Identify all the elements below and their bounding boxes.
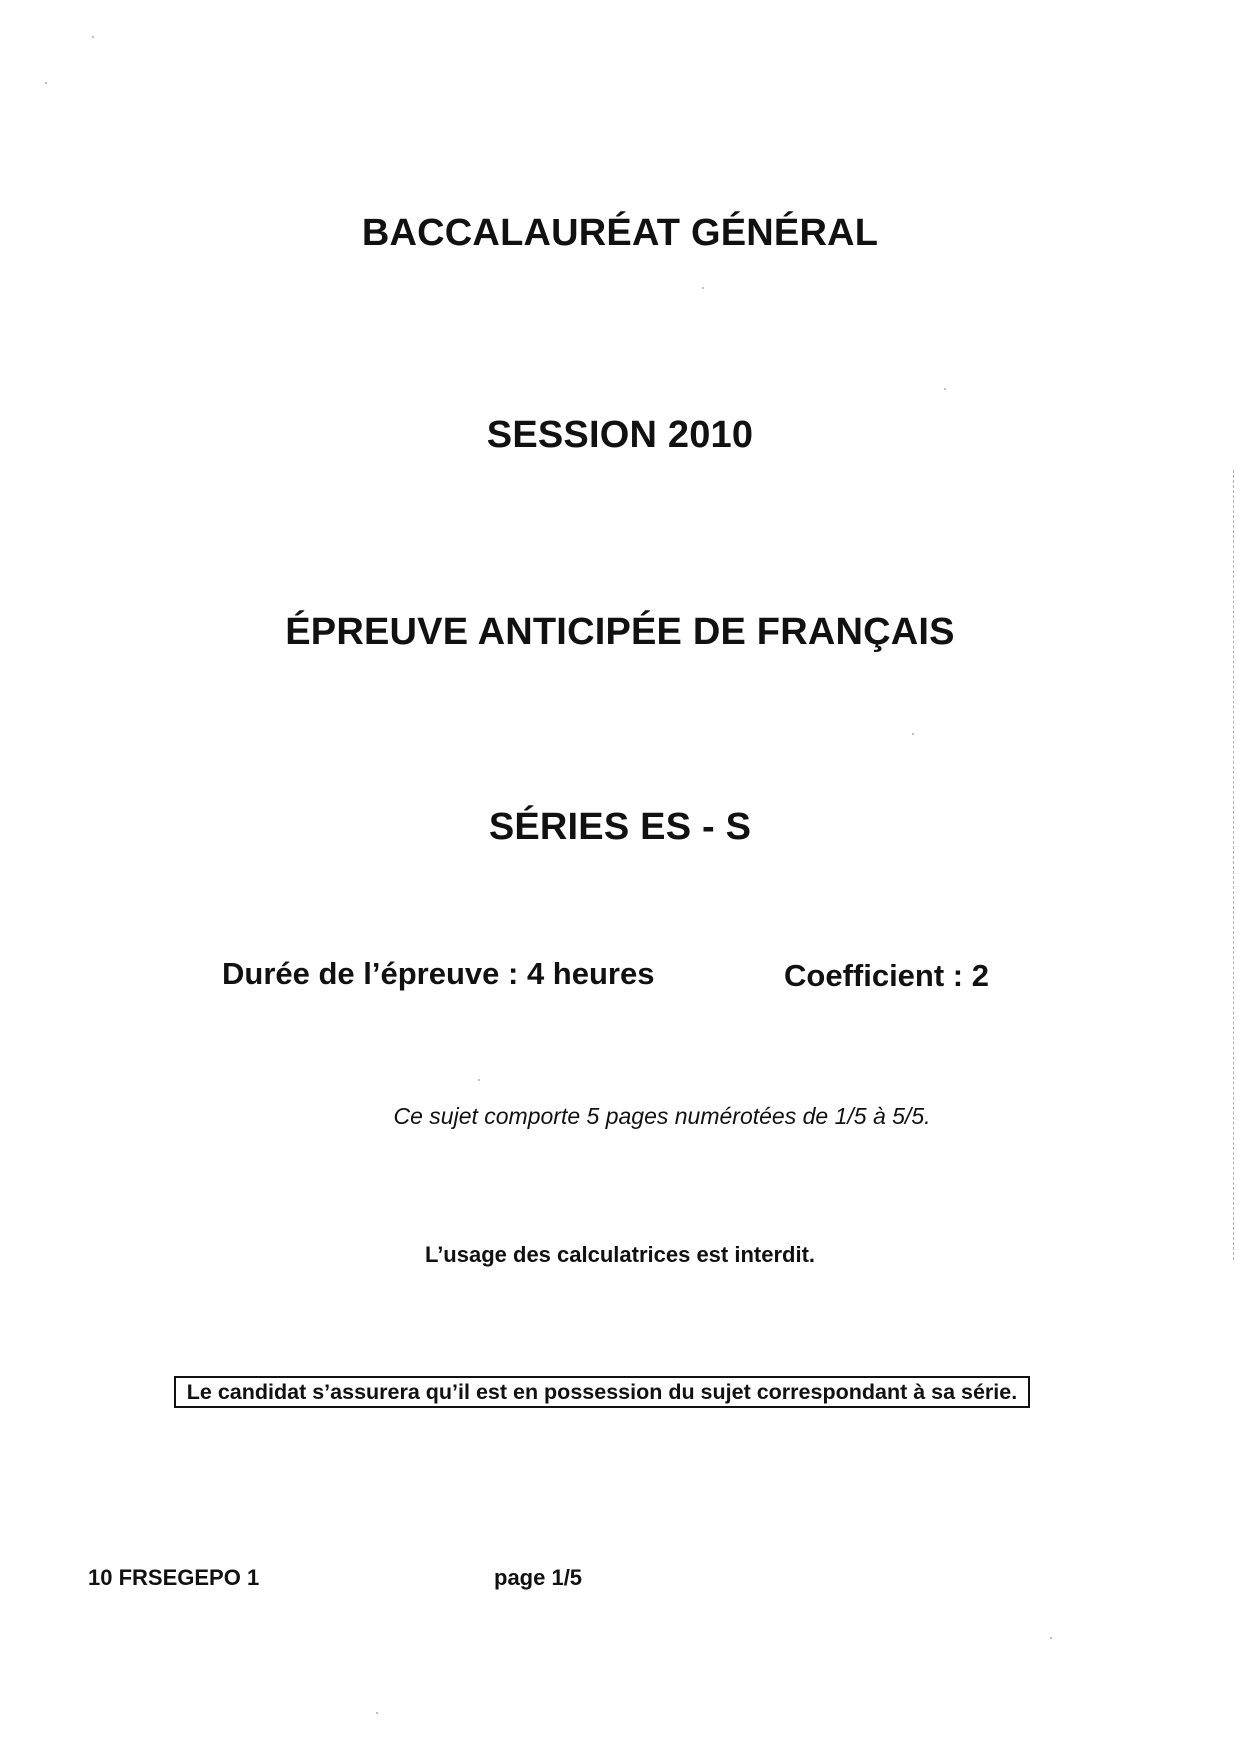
pages-note: Ce sujet comporte 5 pages numérotées de 1/5 à 5/5. bbox=[393, 1103, 931, 1129]
scan-speck bbox=[912, 733, 914, 735]
scan-speck bbox=[1050, 1637, 1052, 1639]
duration-label: Durée de l’épreuve : 4 heures bbox=[222, 956, 655, 991]
scan-speck bbox=[92, 36, 94, 38]
candidate-notice-box: Le candidat s’assurera qu’il est en possession du sujet correspondant à sa série. bbox=[174, 1376, 1030, 1408]
scan-speck bbox=[45, 82, 47, 84]
exam-title: BACCALAURÉAT GÉNÉRAL bbox=[361, 212, 879, 254]
scan-speck bbox=[478, 1079, 480, 1081]
series-heading: SÉRIES ES - S bbox=[488, 806, 752, 848]
calculator-note: L’usage des calculatrices est interdit. bbox=[424, 1242, 816, 1267]
scan-speck bbox=[702, 287, 704, 289]
scan-speck bbox=[944, 388, 946, 390]
coefficient-label: Coefficient : 2 bbox=[784, 958, 989, 993]
session-heading: SESSION 2010 bbox=[486, 414, 754, 456]
document-code: 10 FRSEGEPO 1 bbox=[88, 1565, 260, 1590]
scan-speck bbox=[376, 1712, 378, 1714]
scan-edge-artifact bbox=[1232, 470, 1234, 1260]
exam-name-heading: ÉPREUVE ANTICIPÉE DE FRANÇAIS bbox=[285, 611, 955, 653]
page-number: page 1/5 bbox=[494, 1565, 583, 1590]
